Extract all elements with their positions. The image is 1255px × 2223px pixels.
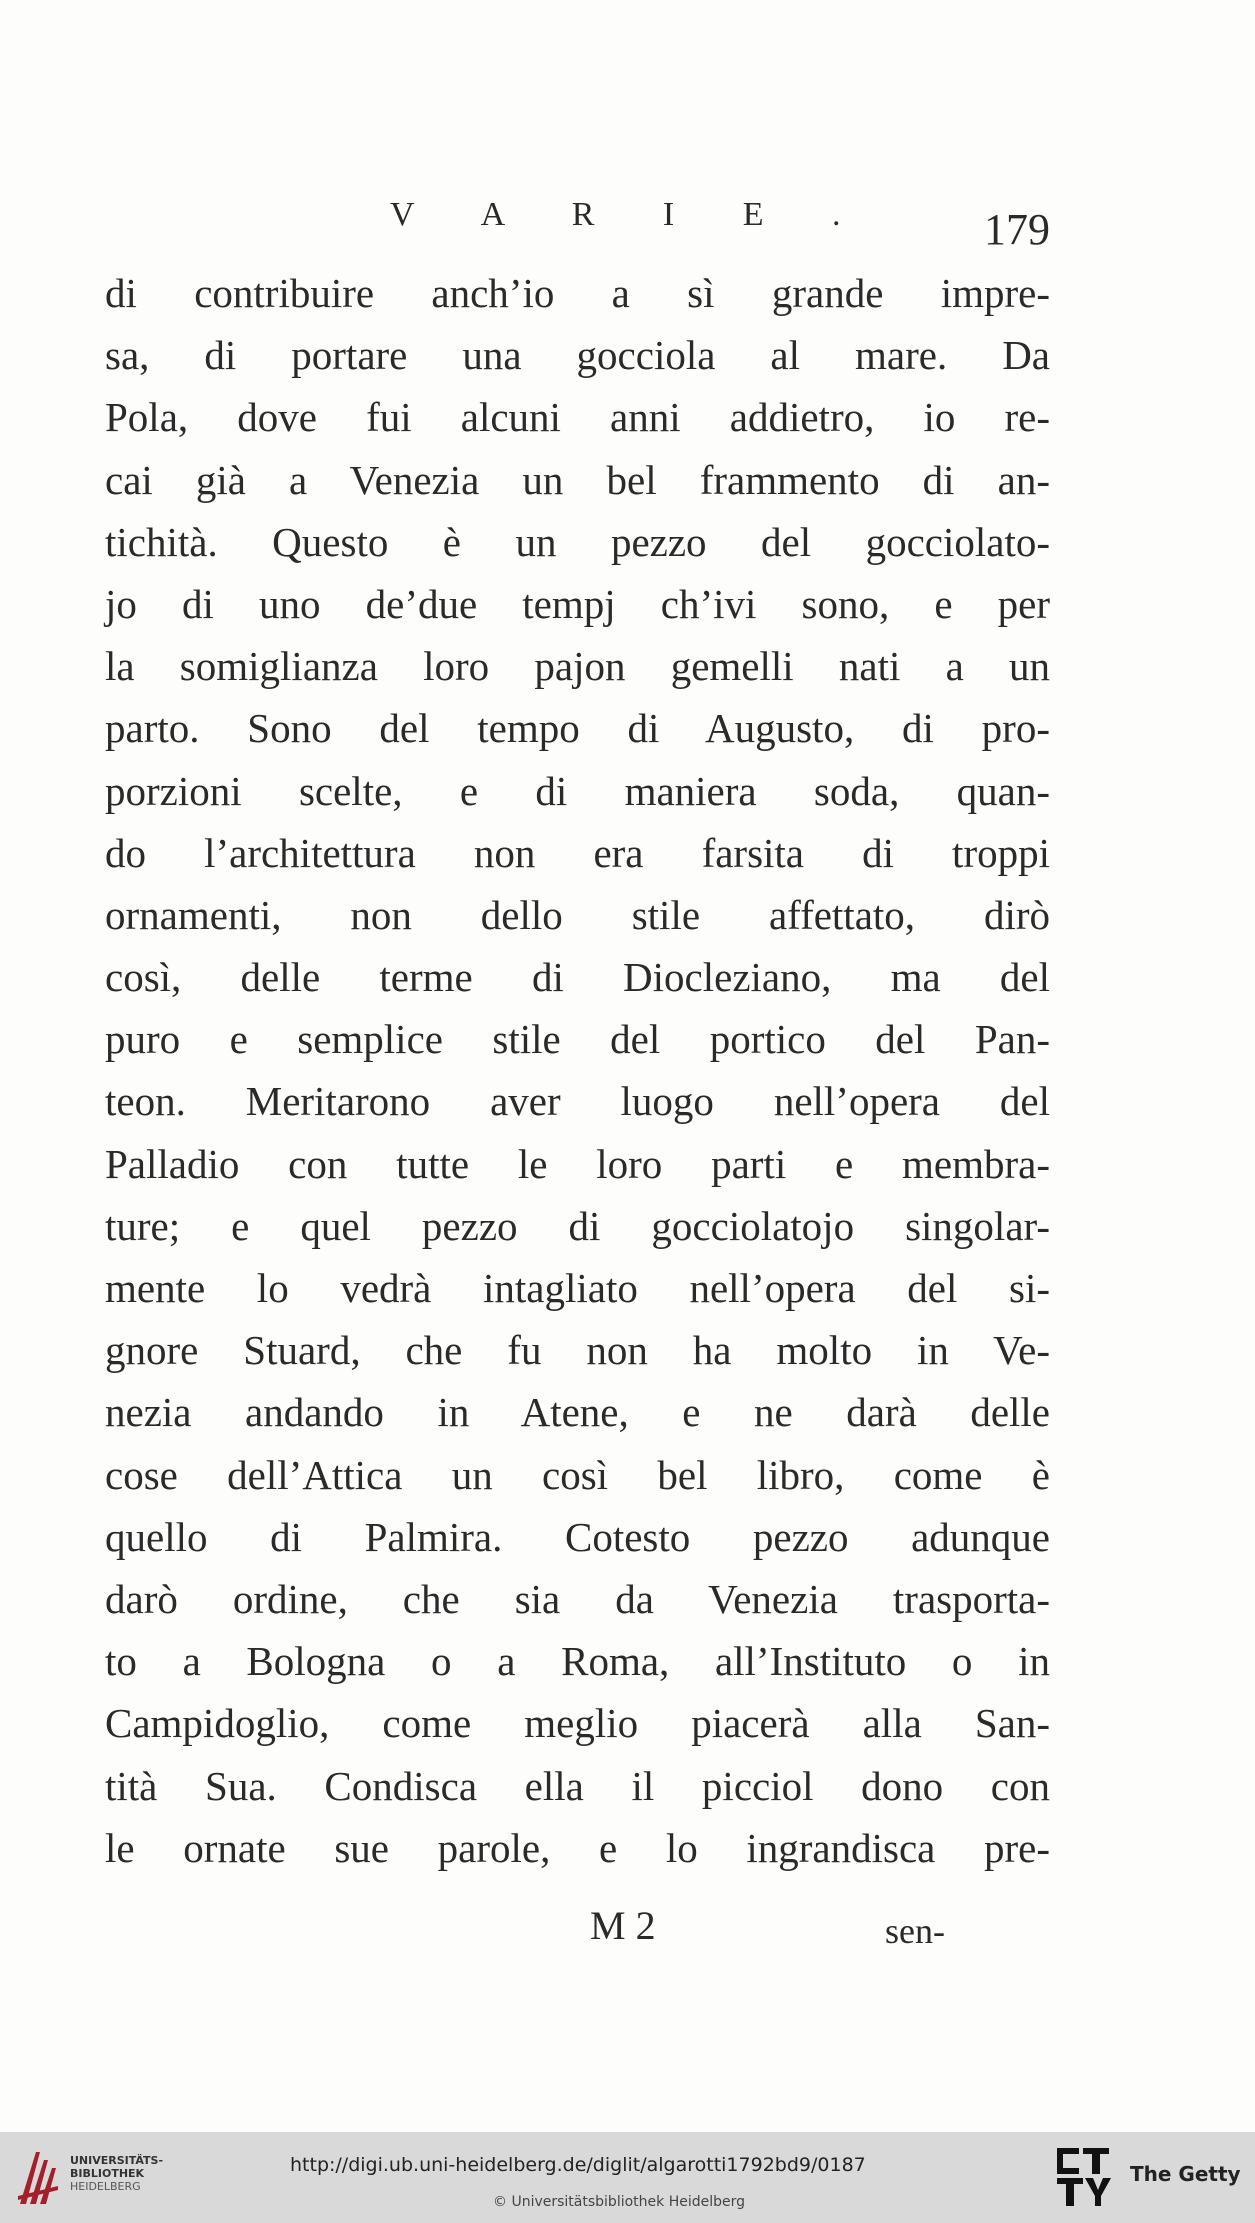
catchword: sen- [885,1911,945,1951]
permalink-url[interactable]: http://digi.ub.uni-heidelberg.de/diglit/algarotti1792bd9/0187 [290,2154,866,2176]
text-line: cai già a Venezia un bel frammento di an- [105,456,1050,503]
running-head [105,196,1050,266]
text-line: Campidoglio, come meglio piacerà alla San- [105,1700,1050,1747]
getty-logo-icon [1055,2146,1113,2208]
text-line: ture; e quel pezzo di gocciolatojo singolar- [105,1202,1050,1249]
text-line: porzioni scelte, e di maniera soda, quan- [105,767,1050,814]
text-line: tichità. Questo è un pezzo del gocciolato- [105,518,1050,565]
text-line: le ornate sue parole, e lo ingrandisca pre- [105,1824,1050,1871]
text-line: nezia andando in Atene, e ne darà delle [105,1389,1050,1436]
library-name-line: UNIVERSITÄTS- [70,2154,164,2167]
signature-mark: M 2 [590,1903,656,1948]
getty-name: The Getty [1130,2162,1241,2186]
text-line: gnore Stuard, che fu non ha molto in Ve- [105,1327,1050,1374]
text-line: parto. Sono del tempo di Augusto, di pro- [105,705,1050,752]
text-line: la somiglianza loro pajon gemelli nati a un [105,643,1050,690]
running-title: V A R I E . [390,196,871,233]
text-line: così, delle terme di Diocleziano, ma del [105,954,1050,1001]
text-line: mente lo vedrà intagliato nell’opera del si- [105,1265,1050,1311]
text-line: to a Bologna o a Roma, all’Instituto o in [105,1638,1050,1685]
copyright-notice: © Universitätsbibliothek Heidelberg [493,2194,746,2210]
university-library-logo-icon [14,2146,62,2210]
text-line: di contribuire anch’io a sì grande impre- [105,270,1050,316]
text-line: quello di Palmira. Cotesto pezzo adunque [105,1513,1050,1560]
text-line: Pola, dove fui alcuni anni addietro, io re- [105,394,1050,441]
library-name-line: BIBLIOTHEK [70,2167,145,2180]
footer-bar [0,2132,1255,2223]
text-line: Palladio con tutte le loro parti e membra- [105,1140,1050,1187]
text-line: ornamenti, non dello stile affettato, dirò [105,891,1050,938]
text-line: teon. Meritarono aver luogo nell’opera del [105,1078,1050,1125]
text-line: puro e semplice stile del portico del Pan- [105,1016,1050,1063]
page-number: 179 [984,205,1050,254]
library-name-line: HEIDELBERG [70,2180,141,2193]
text-line: sa, di portare una gocciola al mare. Da [105,332,1050,379]
text-line: cose dell’Attica un così bel libro, come è [105,1451,1050,1498]
body-text [105,262,1050,1879]
text-line: darò ordine, che sia da Venezia trasporta- [105,1575,1050,1622]
text-line: tità Sua. Condisca ella il picciol dono con [105,1762,1050,1809]
text-line: do l’architettura non era farsita di troppi [105,829,1050,876]
text-line: jo di uno de’due tempj ch’ivi sono, e per [105,580,1050,627]
library-name [70,2154,163,2193]
